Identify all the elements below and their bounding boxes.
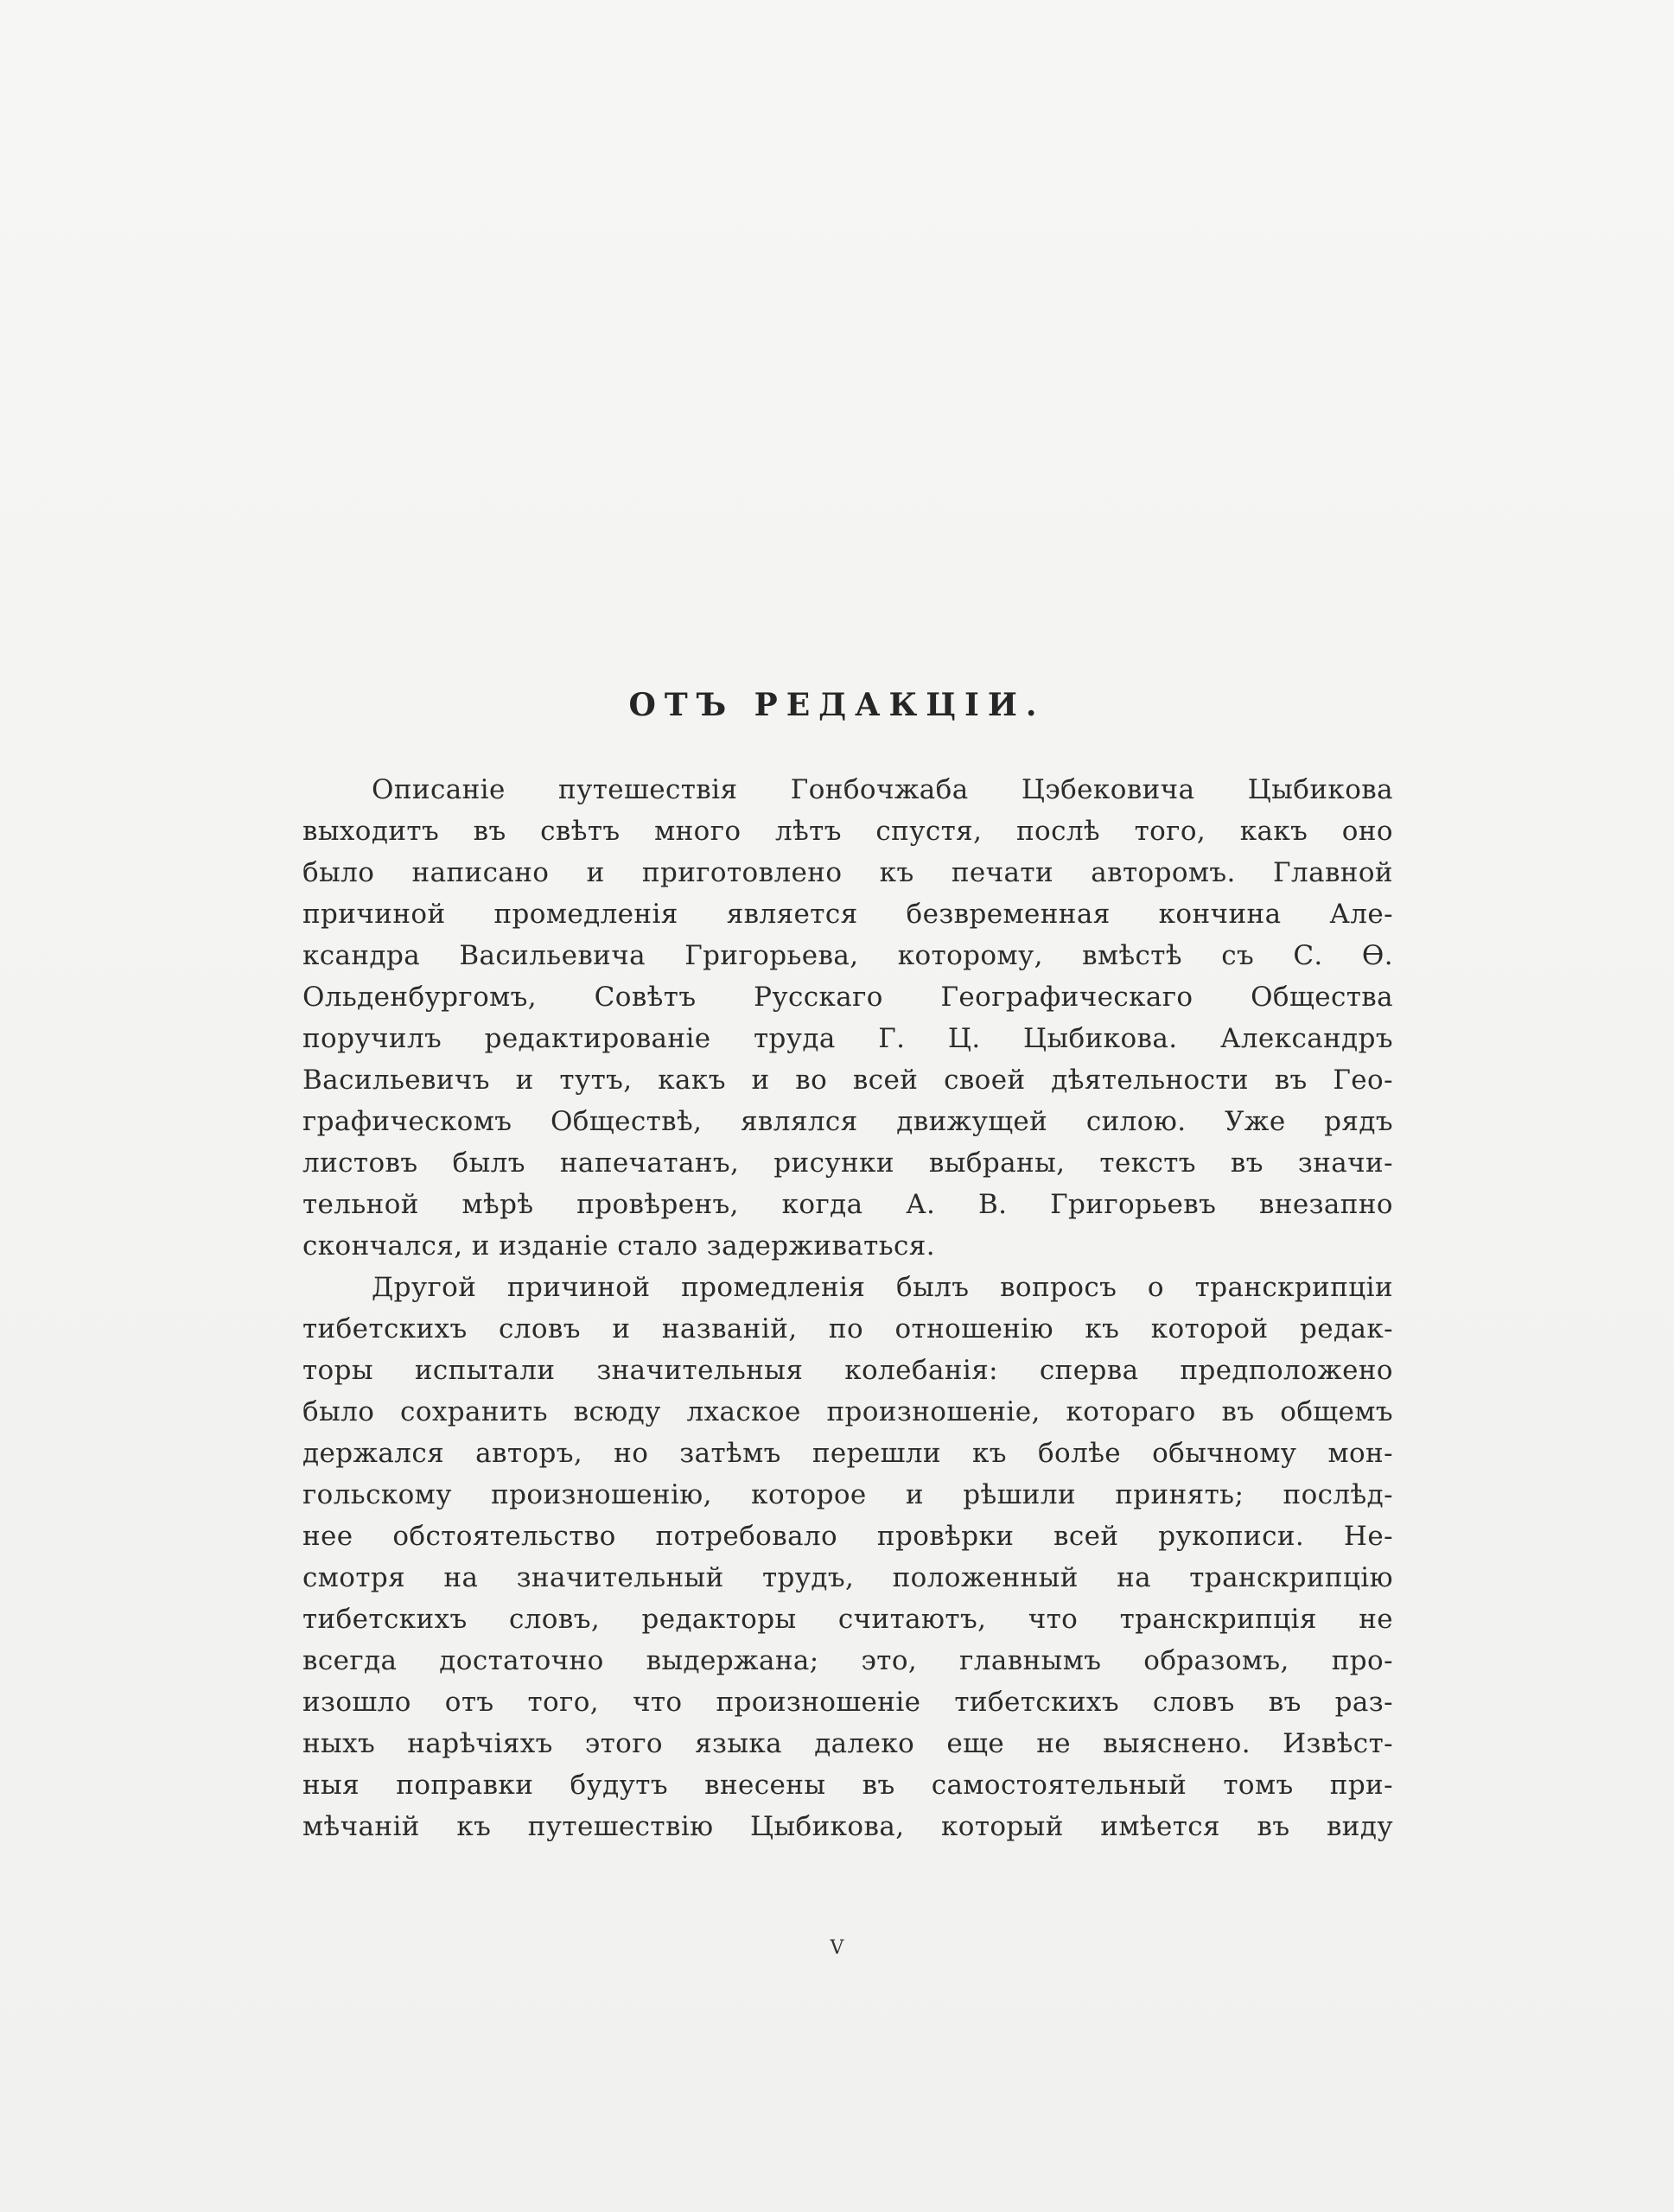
text-line: ксандра Васильевича Григорьева, которому, вмѣстѣ съ С. Ѳ. xyxy=(302,940,1393,971)
text-line: Васильевичъ и тутъ, какъ и во всей своей дѣятельности въ Гео- xyxy=(302,1065,1393,1096)
text-line: гольскому произношенію, которое и рѣшили принять; послѣд- xyxy=(302,1479,1393,1510)
text-line: держался авторъ, но затѣмъ перешли къ болѣе обычному мон- xyxy=(302,1438,1393,1469)
body-text xyxy=(302,769,1393,1847)
text-line: скончался, и изданіе стало задерживаться. xyxy=(302,1230,935,1262)
text-line: тельной мѣрѣ провѣренъ, когда А. В. Григорьевъ внезапно xyxy=(302,1189,1393,1220)
text-line: графическомъ Обществѣ, являлся движущей силою. Уже рядъ xyxy=(302,1106,1393,1137)
text-line: тибетскихъ словъ и названій, по отношенію къ которой редак- xyxy=(302,1313,1393,1344)
text-line: всегда достаточно выдержана; это, главнымъ образомъ, про- xyxy=(302,1645,1393,1676)
text-line: Описаніе путешествія Гонбочжаба Цэбековича Цыбикова xyxy=(372,774,1393,805)
text-line: нее обстоятельство потребовало провѣрки всей рукописи. Не- xyxy=(302,1521,1393,1552)
text-line: торы испытали значительныя колебанія: сперва предположено xyxy=(302,1355,1393,1386)
text-line: смотря на значительный трудъ, положенный на транскрипцію xyxy=(302,1562,1393,1593)
text-line: листовъ былъ напечатанъ, рисунки выбраны, текстъ въ значи- xyxy=(302,1147,1393,1179)
text-line: выходитъ въ свѣтъ много лѣтъ спустя, послѣ того, какъ оно xyxy=(302,816,1393,847)
text-line: Ольденбургомъ, Совѣтъ Русскаго Географическаго Общества xyxy=(302,982,1393,1013)
text-line: мѣчаній къ путешествію Цыбикова, который имѣется въ виду xyxy=(302,1811,1393,1842)
text-line: было написано и приготовлено къ печати авторомъ. Главной xyxy=(302,857,1393,888)
text-line: причиной промедленія является безвременная кончина Але- xyxy=(302,899,1393,930)
text-line: поручилъ редактированіе труда Г. Ц. Цыбикова. Александръ xyxy=(302,1023,1393,1054)
text-line: ныя поправки будутъ внесены въ самостоятельный томъ при- xyxy=(302,1770,1393,1801)
text-line: ныхъ нарѣчіяхъ этого языка далеко еще не выяснено. Извѣст- xyxy=(302,1728,1393,1759)
page-number: V xyxy=(830,1937,844,1959)
text-line: тибетскихъ словъ, редакторы считаютъ, что транскрипція не xyxy=(302,1604,1393,1635)
page-title: ОТЪ РЕДАКЦІИ. xyxy=(628,687,1046,723)
text-line: Другой причиной промедленія былъ вопросъ о транскрипціи xyxy=(372,1272,1393,1303)
text-line: изошло отъ того, что произношеніе тибетскихъ словъ въ раз- xyxy=(302,1687,1393,1718)
text-line: было сохранить всюду лхаское произношеніе, котораго въ общемъ xyxy=(302,1396,1393,1427)
